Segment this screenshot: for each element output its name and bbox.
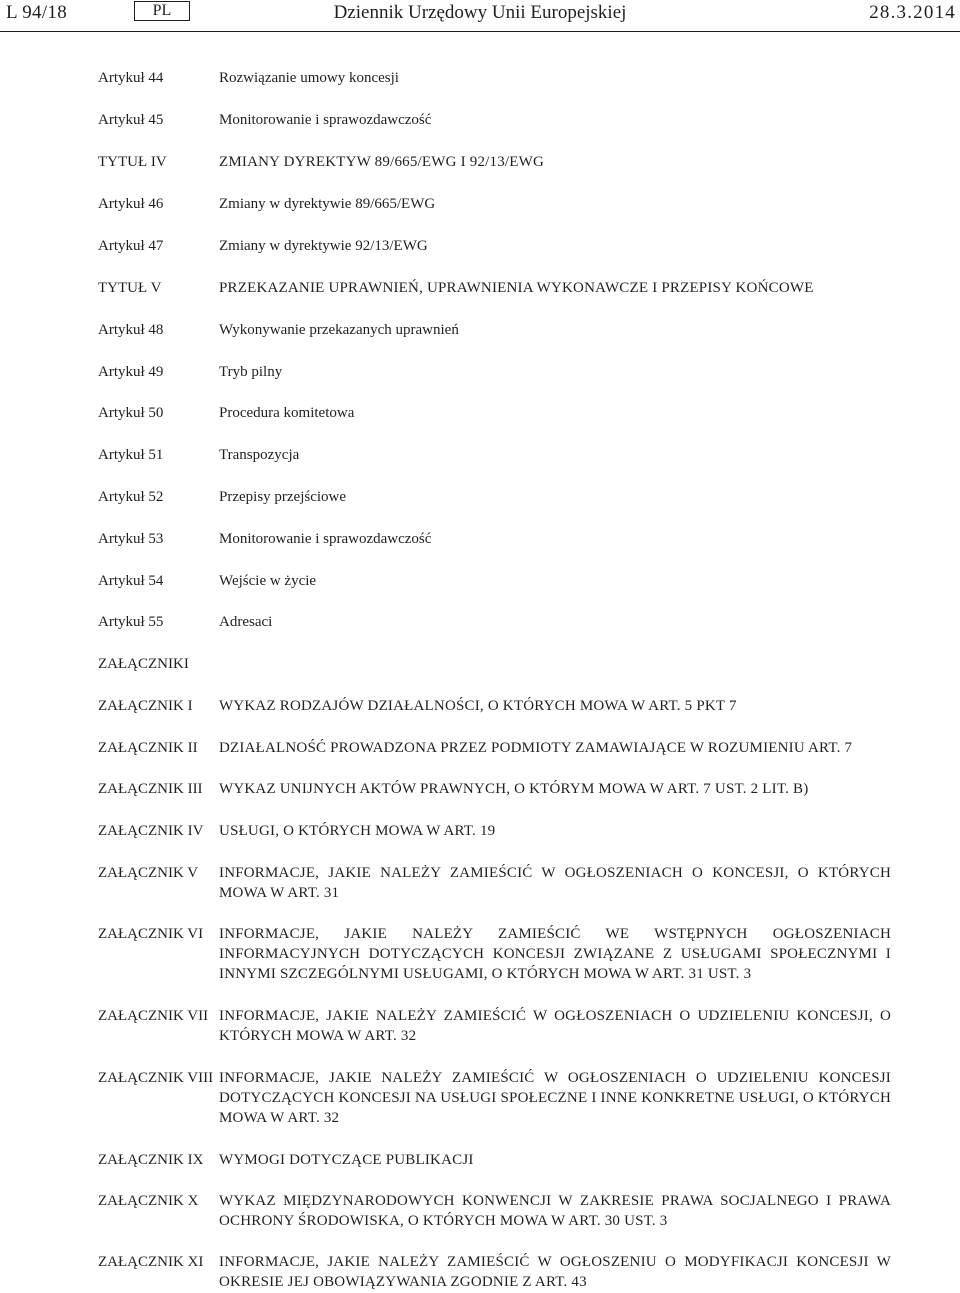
toc-label: Artykuł 44 bbox=[98, 70, 164, 86]
page-reference: L 94/18 bbox=[6, 2, 68, 23]
toc-title: Procedura komitetowa bbox=[219, 405, 355, 421]
toc-label: Artykuł 52 bbox=[98, 489, 164, 505]
toc-title: INFORMACJE, JAKIE NALEŻY ZAMIEŚCIĆ W OGŁOSZENIACH O UDZIELENIU KONCESJI, O KTÓRYCH MOWA W ART. 32 bbox=[219, 1008, 891, 1044]
journal-title: Dziennik Urzędowy Unii Europejskiej bbox=[333, 2, 627, 23]
toc-label: ZAŁĄCZNIK VII bbox=[98, 1008, 209, 1024]
toc-title: Wejście w życie bbox=[219, 573, 317, 589]
toc-label: TYTUŁ V bbox=[98, 280, 162, 296]
toc-label: Artykuł 51 bbox=[98, 447, 164, 463]
toc-title: PRZEKAZANIE UPRAWNIEŃ, UPRAWNIENIA WYKONAWCZE I PRZEPISY KOŃCOWE bbox=[219, 280, 814, 296]
toc-label: Artykuł 48 bbox=[98, 322, 164, 338]
header-rule bbox=[0, 31, 960, 32]
toc-label: ZAŁĄCZNIK IX bbox=[98, 1152, 204, 1168]
toc-title: Wykonywanie przekazanych uprawnień bbox=[219, 322, 459, 338]
toc-label: Artykuł 49 bbox=[98, 364, 164, 380]
toc-label: ZAŁĄCZNIK V bbox=[98, 865, 199, 881]
toc-label: ZAŁĄCZNIK XI bbox=[98, 1254, 204, 1270]
toc-title: WYMOGI DOTYCZĄCE PUBLIKACJI bbox=[219, 1152, 474, 1168]
toc-title: ZMIANY DYREKTYW 89/665/EWG I 92/13/EWG bbox=[219, 154, 545, 170]
toc-label: TYTUŁ IV bbox=[98, 154, 167, 170]
toc-section-heading: ZAŁĄCZNIKI bbox=[98, 656, 189, 672]
toc-label: Artykuł 53 bbox=[98, 531, 164, 547]
toc-title: DZIAŁALNOŚĆ PROWADZONA PRZEZ PODMIOTY ZAMAWIAJĄCE W ROZUMIENIU ART. 7 bbox=[219, 740, 853, 756]
toc-label: ZAŁĄCZNIK VI bbox=[98, 926, 204, 942]
toc-label: Artykuł 46 bbox=[98, 196, 164, 212]
toc-title: WYKAZ RODZAJÓW DZIAŁALNOŚCI, O KTÓRYCH MOWA W ART. 5 PKT 7 bbox=[219, 698, 737, 714]
toc-label: Artykuł 45 bbox=[98, 112, 164, 128]
toc-title: Rozwiązanie umowy koncesji bbox=[219, 70, 399, 86]
toc-title: INFORMACJE, JAKIE NALEŻY ZAMIEŚCIĆ W OGŁOSZENIACH O KONCESJI, O KTÓRYCH MOWA W ART. 31 bbox=[219, 865, 891, 901]
toc-title: WYKAZ UNIJNYCH AKTÓW PRAWNYCH, O KTÓRYM MOWA W ART. 7 UST. 2 LIT. B) bbox=[219, 781, 809, 797]
toc-label: Artykuł 54 bbox=[98, 573, 164, 589]
toc-title: WYKAZ MIĘDZYNARODOWYCH KONWENCJI W ZAKRESIE PRAWA SOCJALNEGO I PRAWA OCHRONY ŚRODOWISKA, O KTÓRYCH MOWA W ART. 30 UST. 3 bbox=[219, 1193, 891, 1229]
toc-title: Monitorowanie i sprawozdawczość bbox=[219, 112, 432, 128]
language-badge: PL bbox=[134, 1, 190, 21]
toc-label: ZAŁĄCZNIK X bbox=[98, 1193, 199, 1209]
toc-title: INFORMACJE, JAKIE NALEŻY ZAMIEŚCIĆ W OGŁOSZENIACH O UDZIELENIU KONCESJI DOTYCZĄCYCH KONCESJI NA USŁUGI SPOŁECZNE I INNE KONKRETNE USŁUGI, O KTÓRYCH MOWA W ART. 32 bbox=[219, 1070, 891, 1126]
toc-title: Zmiany w dyrektywie 89/665/EWG bbox=[219, 196, 436, 212]
toc-label: Artykuł 55 bbox=[98, 614, 164, 630]
page-header bbox=[0, 0, 960, 32]
toc-title: Adresaci bbox=[219, 614, 273, 630]
toc-title: Transpozycja bbox=[219, 447, 300, 463]
toc-label: Artykuł 47 bbox=[98, 238, 164, 254]
toc-label: ZAŁĄCZNIK III bbox=[98, 781, 203, 797]
toc-title: INFORMACJE, JAKIE NALEŻY ZAMIEŚCIĆ W OGŁOSZENIU O MODYFIKACJI KONCESJI W OKRESIE JEJ OBOWIĄZYWANIA ZGODNIE Z ART. 43 bbox=[219, 1254, 891, 1290]
toc-label: ZAŁĄCZNIK II bbox=[98, 740, 198, 756]
toc-label: ZAŁĄCZNIK VIII bbox=[98, 1070, 214, 1086]
toc-title: Przepisy przejściowe bbox=[219, 489, 347, 505]
toc-title: Tryb pilny bbox=[219, 364, 283, 380]
toc-title: Zmiany w dyrektywie 92/13/EWG bbox=[219, 238, 428, 254]
toc-title: Monitorowanie i sprawozdawczość bbox=[219, 531, 432, 547]
toc-label: ZAŁĄCZNIK IV bbox=[98, 823, 204, 839]
toc-title: USŁUGI, O KTÓRYCH MOWA W ART. 19 bbox=[219, 823, 496, 839]
toc-label: Artykuł 50 bbox=[98, 405, 164, 421]
publication-date: 28.3.2014 bbox=[869, 2, 956, 23]
toc-label: ZAŁĄCZNIK I bbox=[98, 698, 193, 714]
toc-title: INFORMACJE, JAKIE NALEŻY ZAMIEŚCIĆ WE WSTĘPNYCH OGŁOSZENIACH INFORMACYJNYCH DOTYCZĄCYCH KONCESJI ZWIĄZANE Z USŁUGAMI SPOŁECZNYMI I INNYMI SZCZEGÓLNYMI USŁUGAMI, O KTÓRYCH MOWA W ART. 31 UST. 3 bbox=[219, 926, 891, 982]
